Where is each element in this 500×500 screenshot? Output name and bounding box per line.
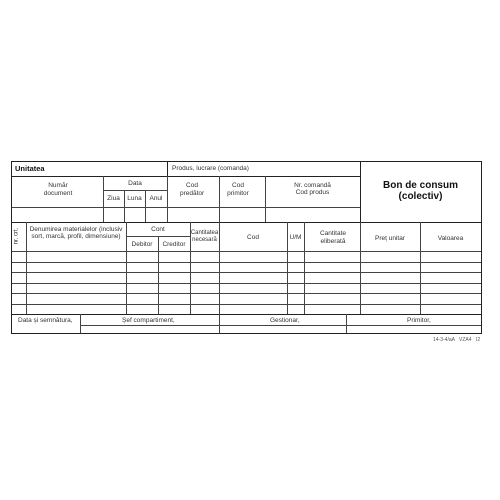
ziua-label: Ziua [107,195,120,202]
cod-primitor-label: Cod primitor [227,182,249,197]
pret-unitar-label: Preț unitar [375,235,405,242]
cod-label: Cod [247,234,259,241]
form-subtitle: (colectiv) [398,191,443,202]
cont-label: Cont [151,226,165,233]
nr-comanda-label: Nr. comandă [294,182,331,189]
cantitatea-necesara-label: Cantitatea necesară [190,230,219,243]
numar-document-label: Număr document [43,182,73,197]
data-semnatura-label: Data și semnătura, [18,317,73,324]
nr-crt-label: nr. crt. [13,227,20,245]
denumirea-label: Denumirea materialelor (inclusiv sort, marcă, profil, dimensiune) [29,226,123,240]
cod-predator-label: Cod predător [180,182,205,197]
primitor-label: Primitor, [407,317,431,324]
gestionar-label: Gestionar, [270,317,300,324]
luna-label: Luna [127,195,142,202]
form-title: Bon de consum [382,180,458,191]
table-row [12,293,481,294]
table-row [12,304,481,305]
valoarea-label: Valoarea [437,235,464,242]
creditor-label: Creditor [162,241,186,248]
cantitate-eliberata-label: Cantitate eliberată [319,230,347,245]
anul-label: Anul [149,195,163,202]
unitatea-label: Unitatea [15,164,45,173]
form-code-2: VZA4 [459,337,472,343]
form-code-3: I2 [476,337,481,343]
table-row [12,283,481,284]
form-code-1: 14-3-4/aA [433,337,455,343]
debitor-label: Debitor [131,241,153,248]
table-row [12,272,481,273]
data-label: Data [128,180,142,187]
table-row [12,262,481,263]
consumption-voucher-form [11,161,482,334]
sef-compartiment-label: Șef compartiment, [122,317,175,324]
um-label: U/M [289,234,302,241]
produs-label: Produs, lucrare (comanda) [172,165,249,172]
cod-produs-label: Cod produs [295,189,330,196]
